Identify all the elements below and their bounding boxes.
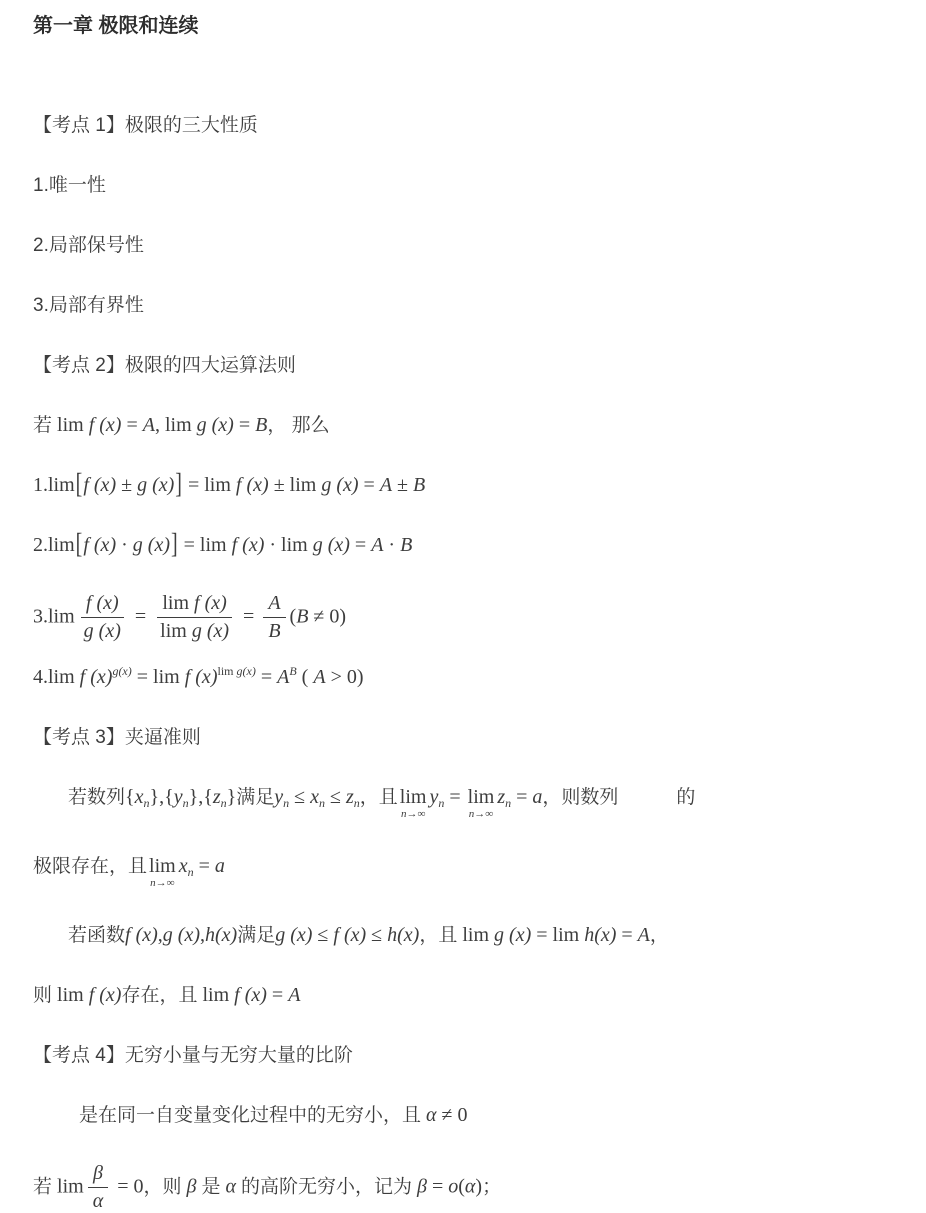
infinitesimal-premise [33, 1102, 893, 1129]
text-run: 1.唯一性 [33, 175, 106, 196]
math-run: g (x) [196, 414, 234, 436]
fraction [79, 592, 126, 643]
math-run: f (x) [85, 592, 119, 614]
text-run: 是在同一自变量变化过程中的无穷小，且 [79, 1104, 422, 1126]
math-run: y [429, 785, 439, 808]
math-run: B [268, 619, 281, 642]
superscript [217, 664, 255, 678]
limit-operator: lim n→∞ [467, 785, 495, 820]
text-run: 【考点 2】极限的四大运算法则 [33, 355, 296, 376]
text-run: ，且 [359, 786, 398, 808]
list-item-local-boundedness [33, 292, 893, 319]
math-run: f (x) [88, 983, 122, 1006]
subscript: n [143, 795, 150, 810]
math-run: 4.lim [33, 665, 80, 688]
math-run: g (x) [162, 923, 200, 946]
math-run: f (x) [231, 534, 265, 556]
fraction [155, 592, 234, 643]
math-run: ) [475, 1175, 483, 1198]
math-run: { [125, 785, 135, 808]
math-run: f (x) [125, 923, 158, 946]
math-run: = [121, 414, 143, 436]
math-run: A [288, 983, 301, 1006]
math-run: ≠ 0) [308, 605, 347, 628]
subscript: n [505, 795, 512, 810]
text-run: 则 [33, 984, 53, 1006]
text-run: 【考点 3】夹逼准则 [33, 726, 201, 748]
math-run: 3.lim [33, 605, 75, 628]
formula-rule-1-sum [33, 468, 893, 500]
math-run: g (x) [275, 923, 313, 946]
formula-premise [33, 412, 893, 439]
section-heading-kaodian-1 [33, 112, 893, 139]
text-run: ， 那么 [267, 415, 330, 436]
section-heading-kaodian-3 [33, 724, 893, 751]
squeeze-function-line-1 [33, 922, 893, 949]
text-run: ，且 [419, 924, 458, 946]
math-run: B [289, 663, 297, 678]
text-run: 存在，且 [121, 984, 198, 1006]
math-run: α [464, 1175, 476, 1198]
math-run: h(x) [584, 923, 617, 946]
math-run: A [379, 474, 393, 496]
math-run: A [277, 665, 290, 688]
text-run: 2.局部保号性 [33, 235, 144, 256]
document-body [33, 112, 893, 1213]
math-run: = [255, 665, 278, 688]
math-run: lim [160, 619, 192, 642]
math-run: = lim [178, 534, 232, 556]
math-run: = [238, 605, 260, 628]
math-run: f (x) [333, 923, 367, 946]
math-run: A [142, 414, 155, 436]
math-run: ± [392, 474, 414, 496]
text-run: 满足 [237, 924, 276, 946]
text-run: ， [649, 924, 669, 946]
math-run: ] [170, 528, 178, 560]
math-run: ≤ [366, 923, 388, 946]
math-run: x [310, 785, 319, 808]
math-run: f (x) [83, 474, 117, 496]
math-run: [ [75, 528, 83, 560]
math-run: = lim [531, 923, 585, 946]
math-run: y [274, 785, 284, 808]
text-run: 若函数 [68, 924, 126, 946]
math-run: x [178, 854, 188, 877]
text-run: 【考点 1】极限的三大性质 [33, 115, 258, 136]
math-run: lim [197, 983, 235, 1006]
math-run: A [313, 665, 326, 688]
formula-rule-2-product [33, 528, 893, 560]
math-run: lim [52, 983, 89, 1006]
math-run: B [255, 414, 268, 436]
math-run: A [371, 534, 384, 556]
math-run: g(x) [236, 663, 256, 678]
math-run: ] [175, 468, 182, 500]
squeeze-sequence-line-2 [33, 853, 893, 889]
math-run: = [349, 534, 372, 556]
math-run: = [444, 785, 466, 808]
math-run: a [532, 785, 543, 808]
math-run: ± lim [268, 474, 322, 496]
math-run: = lim [131, 665, 185, 688]
list-item-local-sign-preserving [33, 232, 893, 259]
math-run: ( [458, 1175, 465, 1198]
text-run: 3.局部有界性 [33, 295, 144, 316]
math-run: α [92, 1189, 104, 1212]
math-run: f (x) [234, 983, 267, 1006]
math-run: x [134, 785, 144, 808]
math-run: ≤ [312, 923, 334, 946]
text-run: 【考点 4】无穷小量与无穷大量的比阶 [33, 1044, 353, 1066]
text-run: 满足 [236, 786, 275, 808]
math-run: g (x) [137, 474, 175, 496]
math-run: ≤ [325, 785, 346, 808]
math-run: ≤ [289, 785, 311, 808]
math-run: 2.lim [33, 534, 75, 556]
math-run: g (x) [321, 474, 359, 496]
math-run: α [220, 1175, 241, 1198]
math-run: = [129, 605, 152, 628]
subscript: n [319, 795, 325, 810]
math-run: α [421, 1103, 437, 1126]
math-run: 1.lim [33, 474, 75, 496]
text-run: 若 [33, 415, 53, 436]
subscript: n [220, 795, 227, 810]
text-run: ，则数列 [542, 786, 619, 808]
math-run: f (x) [184, 665, 218, 688]
math-run: = lim [182, 474, 236, 496]
math-run: [ [75, 468, 83, 500]
math-run: β [411, 1175, 427, 1198]
fraction [263, 592, 285, 643]
math-run: f (x) [79, 665, 113, 688]
text-run: 极限存在，且 [33, 855, 148, 877]
math-run: g (x) [83, 619, 121, 642]
math-run: lim [217, 663, 237, 678]
chapter-title: 第一章 极限和连续 [33, 15, 199, 37]
math-run: = [616, 923, 638, 946]
text-run: 的 [676, 786, 696, 808]
subscript: n [182, 795, 189, 810]
math-run: B [413, 474, 426, 496]
math-run: a [214, 854, 225, 877]
math-run: = [266, 983, 289, 1006]
math-run: lim [52, 414, 89, 436]
math-run: ( [289, 605, 297, 628]
math-run: = [233, 414, 256, 436]
math-run: β [92, 1161, 103, 1184]
text-run: 若数列 [68, 786, 126, 808]
math-run: · [383, 534, 401, 556]
math-run: g(x) [112, 663, 132, 678]
higher-order-infinitesimal [33, 1162, 893, 1213]
math-run: · lim [264, 534, 313, 556]
math-run: A [268, 592, 281, 614]
text-run: 的高阶无穷小，记为 [240, 1176, 412, 1198]
formula-rule-4-power [33, 664, 893, 691]
list-item-uniqueness [33, 172, 893, 199]
math-run: β [181, 1175, 202, 1198]
limit-operator: lim n→∞ [149, 854, 176, 889]
math-run: lim [162, 592, 195, 614]
section-heading-kaodian-2 [33, 352, 893, 379]
math-run: B [400, 534, 413, 556]
squeeze-function-line-2 [33, 982, 893, 1009]
math-run: g (x) [494, 923, 532, 946]
math-run: , lim [154, 414, 197, 436]
subscript: n [438, 795, 445, 810]
math-run: ( [296, 665, 314, 688]
math-run: B [296, 605, 309, 628]
text-run: ，则 [143, 1176, 182, 1198]
subscript: n [283, 795, 290, 810]
math-run: = [358, 474, 380, 496]
section-heading-kaodian-4 [33, 1042, 893, 1069]
math-run: f (x) [83, 534, 117, 556]
math-run: f (x) [235, 474, 269, 496]
math-run: },{ [149, 785, 174, 808]
math-run: g (x) [312, 534, 350, 556]
text-run: 是 [201, 1176, 221, 1198]
math-run: = 0 [112, 1175, 144, 1198]
math-run: z [345, 785, 354, 808]
math-run: = [426, 1175, 449, 1198]
math-run: g (x) [191, 619, 230, 642]
math-run: > 0) [325, 665, 364, 688]
subscript: n [353, 795, 360, 810]
math-run: A [637, 923, 650, 946]
math-run: lim [457, 923, 495, 946]
math-run: , [157, 923, 163, 946]
math-run: ± [116, 474, 138, 496]
math-run: h(x) [387, 923, 420, 946]
math-run: h(x) [204, 923, 238, 946]
math-run: = [511, 785, 533, 808]
squeeze-sequence-line-1 [33, 784, 893, 820]
math-run: ≠ 0 [436, 1103, 468, 1126]
math-run: f (x) [88, 414, 122, 436]
math-run: } [226, 785, 237, 808]
math-run: = [193, 854, 215, 877]
math-run: lim [52, 1175, 84, 1198]
superscript [289, 664, 296, 678]
math-run: },{ [188, 785, 213, 808]
subscript: n [187, 864, 194, 879]
formula-rule-3-quotient [33, 592, 893, 643]
superscript [112, 664, 131, 678]
math-run: z [497, 785, 506, 808]
limit-operator: lim n→∞ [399, 785, 427, 820]
math-run: , [199, 923, 205, 946]
math-run: g (x) [132, 534, 170, 556]
math-run: o [448, 1175, 459, 1198]
fraction [88, 1162, 109, 1213]
math-run: z [212, 785, 221, 808]
math-run: f (x) [194, 592, 227, 614]
math-run: y [173, 785, 183, 808]
text-run: ； [482, 1176, 502, 1198]
text-run: 若 [33, 1176, 53, 1198]
math-run: · [116, 534, 133, 556]
